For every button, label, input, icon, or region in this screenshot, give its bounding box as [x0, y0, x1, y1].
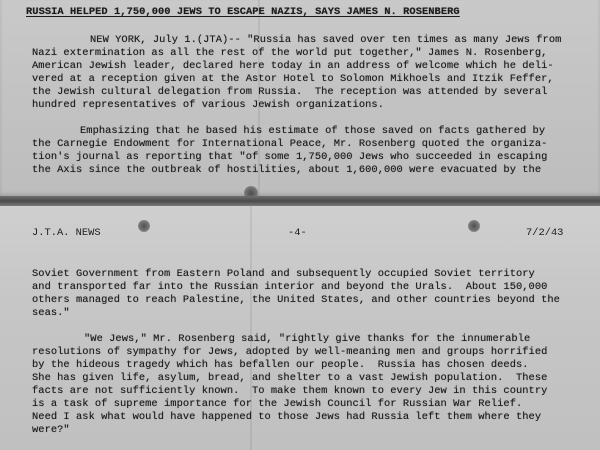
header-date: 7/2/43 — [526, 227, 564, 239]
text-line: Nazi extermination as all the rest of the world put together," James N. Rosenberg, — [32, 47, 548, 59]
text-line: American Jewish leader, declared here today in an address of welcome which he deli- — [32, 60, 554, 72]
text-line: "We Jews," Mr. Rosenberg said, "rightly give thanks for the innumerable — [84, 333, 531, 345]
text-line: the Jewish cultural delegation from Russia. The reception was attended by several — [32, 86, 548, 98]
page-header — [24, 226, 576, 240]
text-line: tion's journal as reporting that "of some 1,750,000 Jews who succeeded in escaping — [32, 151, 548, 163]
text-line: resolutions of sympathy for Jews, adopted by well-meaning men and groups horrified — [32, 346, 548, 358]
headline: RUSSIA HELPED 1,750,000 JEWS TO ESCAPE NAZIS, SAYS JAMES N. ROSENBERG — [26, 6, 460, 18]
text-line: Need I ask what would have happened to those Jews had Russia left them where they — [32, 411, 542, 423]
header-page-number: -4- — [288, 227, 307, 239]
text-line: She has given life, asylum, bread, and shelter to a vast Jewish population. These — [32, 372, 548, 384]
header-publication: J.T.A. NEWS — [32, 227, 101, 239]
top-page — [0, 0, 600, 196]
text-line: Soviet Government from Eastern Poland and subsequently occupied Soviet territory — [32, 268, 535, 280]
text-line: facts are not sufficiently known. To make them known to every Jew in this country — [32, 385, 548, 397]
punch-hole — [244, 186, 258, 196]
text-line: were?" — [32, 424, 70, 436]
text-line: the Axis since the outbreak of hostilities, about 1,600,000 were evacuated by the — [32, 164, 542, 176]
text-line: is a task of supreme importance for the Jewish Council for Russian War Relief. — [32, 398, 523, 410]
text-line: hundred representatives of various Jewish organizations. — [32, 99, 384, 111]
text-line: NEW YORK, July 1.(JTA)-- "Russia has saved over ten times as many Jews from — [90, 34, 562, 46]
text-line: by the hideous tragedy which has befallen our people. Russia has chosen deeds. — [32, 359, 529, 371]
text-line: and transported far into the Russian interior and beyond the Urals. About 150,000 — [32, 281, 548, 293]
text-line: Emphasizing that he based his estimate of those saved on facts gathered by — [80, 125, 546, 137]
text-line: others managed to reach Palestine, the United States, and other countries beyond the — [32, 294, 560, 306]
text-line: seas." — [32, 307, 70, 319]
page-divider — [0, 196, 600, 206]
text-line: the Carnegie Endowment for International Peace, Mr. Rosenberg quoted the organiza- — [32, 138, 548, 150]
text-line: vered at a reception given at the Astor Hotel to Solomon Mikhoels and Itzik Feffer, — [32, 73, 554, 85]
